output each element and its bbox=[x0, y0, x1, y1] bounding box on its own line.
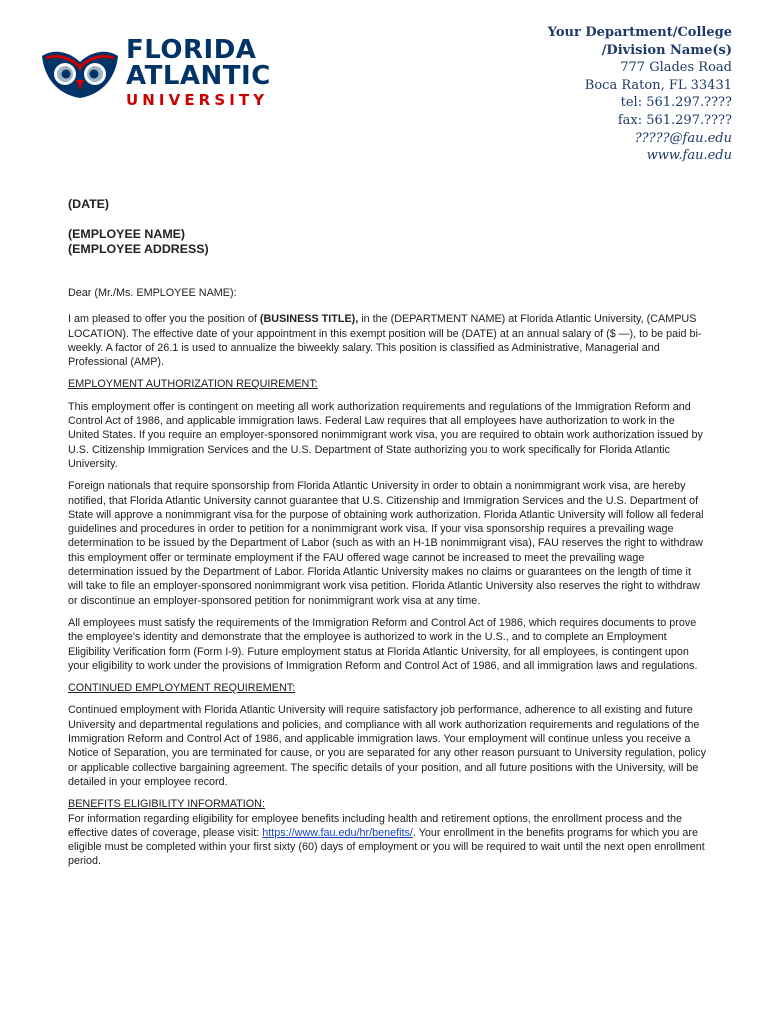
employment-authorization-paragraph-1: This employment offer is contingent on meeting all work authorization requirements and regulations of the Immigration Reform and Control Act of 1986, and applicable immigration laws. Federal Law requires that all employees have authorization to work in the United States. If you require an employer-sponsored nonimmigrant work visa, you are required to obtain work authorization issued by U.S. Citizenship Immigration Services and the U.S. Department of State authorizing you to work specifically for Florida Atlantic University. bbox=[68, 400, 703, 470]
offer-paragraph bbox=[68, 312, 708, 369]
employee-name: (EMPLOYEE NAME) bbox=[68, 227, 186, 241]
continued-employment-paragraph: Continued employment with Florida Atlantic University will require satisfactory job performance, adherence to all existing and future University and departmental regulations and policies, and compliance with all work authorization requirements and regulations of the Immigration Reform and Control Act of 1986, and applicable immigration laws. Your employment will continue unless you receive a Notice of Separation, you are terminated for cause, or you are separated for any other reason pursuant to University regulation, policy or applicable collective bargaining agreement. The specific details of your position, and all future positions with the University, will be detailed in your employee record. bbox=[68, 704, 706, 788]
benefits-link[interactable]: https://www.fau.edu/hr/benefits/ bbox=[262, 826, 413, 839]
business-title: (BUSINESS TITLE), bbox=[259, 313, 359, 326]
email: ?????@fau.edu bbox=[634, 130, 732, 146]
employment-authorization-heading: EMPLOYMENT AUTHORIZATION REQUIREMENT: bbox=[68, 378, 318, 391]
logo-word-university: UNIVERSITY bbox=[126, 91, 269, 109]
letter-date: (DATE) bbox=[68, 197, 110, 211]
benefits-heading: BENEFITS ELIGIBILITY INFORMATION: bbox=[68, 798, 265, 811]
owl-icon bbox=[40, 46, 120, 100]
letter-body bbox=[68, 197, 708, 877]
street-address: 777 Glades Road bbox=[620, 60, 732, 76]
continued-employment-heading: CONTINUED EMPLOYMENT REQUIREMENT: bbox=[68, 682, 296, 695]
benefits-intro: For information regarding eligibility for employee benefits including health and retirement options, the enrollment process and the effective dates of coverage, please visit: bbox=[68, 812, 682, 839]
fax: fax: 561.297.???? bbox=[617, 112, 732, 128]
return-address bbox=[548, 24, 732, 165]
benefits-paragraph bbox=[68, 812, 708, 869]
dept-line-2: /Division Name(s) bbox=[601, 42, 732, 58]
logo-word-florida: FLORIDA bbox=[126, 35, 257, 65]
website: www.fau.edu bbox=[646, 148, 732, 164]
dept-line-1: Your Department/College bbox=[547, 25, 732, 40]
benefits-rest: . Your enrollment in the benefits programs for which you are eligible must be completed within your first sixty (60) days of employment or you will be required to wait until the next open enrollment period. bbox=[68, 826, 705, 868]
fau-logo bbox=[40, 36, 290, 110]
telephone: tel: 561.297.???? bbox=[620, 95, 732, 111]
employee-address: (EMPLOYEE ADDRESS) bbox=[68, 242, 209, 256]
offer-rest: in the (DEPARTMENT NAME) at Florida Atlantic University, (CAMPUS LOCATION). The effective date of your appointment in this exempt position will be (DATE) at an annual salary of ($ —), to be paid bi-weekly. A factor of 26.1 is used to annualize the biweekly salary. This position is classified as Administrative, Managerial and Professional (AMP). bbox=[68, 313, 702, 369]
employment-authorization-paragraph-2: Foreign nationals that require sponsorship from Florida Atlantic University in order to obtain a nonimmigrant work visa, are hereby notified, that Florida Atlantic University cannot guarantee that U.S. Citizenship and Immigration Services and the U.S. Department of State will approve a nonimmigrant visa for the purpose of obtaining work authorization. Florida Atlantic University will follow all federal guidelines and procedures in order to petition for a nonimmigrant work visa. If your visa sponsorship requires a prevailing wage determination to be issued by the Department of Labor (such as with an H-1B nonimmigrant visa), FAU reserves the right to withdraw this employment offer or terminate employment if the FAU offered wage cannot be increased to meet the prevailing wage determination issued by the Department of Labor. Florida Atlantic University makes no claims or guarantees on the length of time it will take to file an employer-sponsored nonimmigrant work visa petition. Florida Atlantic University also reserves the right to withdraw or discontinue an employer-sponsored petition for nonimmigrant work visa at any time. bbox=[68, 480, 704, 607]
employment-authorization-paragraph-3: All employees must satisfy the requirements of the Immigration Reform and Control Act of 1986, which requires documents to prove the employee's identity and demonstrate that the employee is authorized to work in the U.S., and to complete an Employment Eligibility Verification form (Form I-9). Future employment status at Florida Atlantic University, for all employees, is contingent upon your eligibility to work under the provisions of Immigration Reform and Control Act of 1986, and all immigration laws and regulations. bbox=[68, 616, 698, 672]
logo-word-atlantic: ATLANTIC bbox=[126, 61, 271, 91]
salutation: Dear (Mr./Ms. EMPLOYEE NAME): bbox=[68, 287, 237, 299]
city-state-zip: Boca Raton, FL 33431 bbox=[584, 77, 732, 93]
offer-intro: I am pleased to offer you the position of bbox=[68, 313, 260, 326]
